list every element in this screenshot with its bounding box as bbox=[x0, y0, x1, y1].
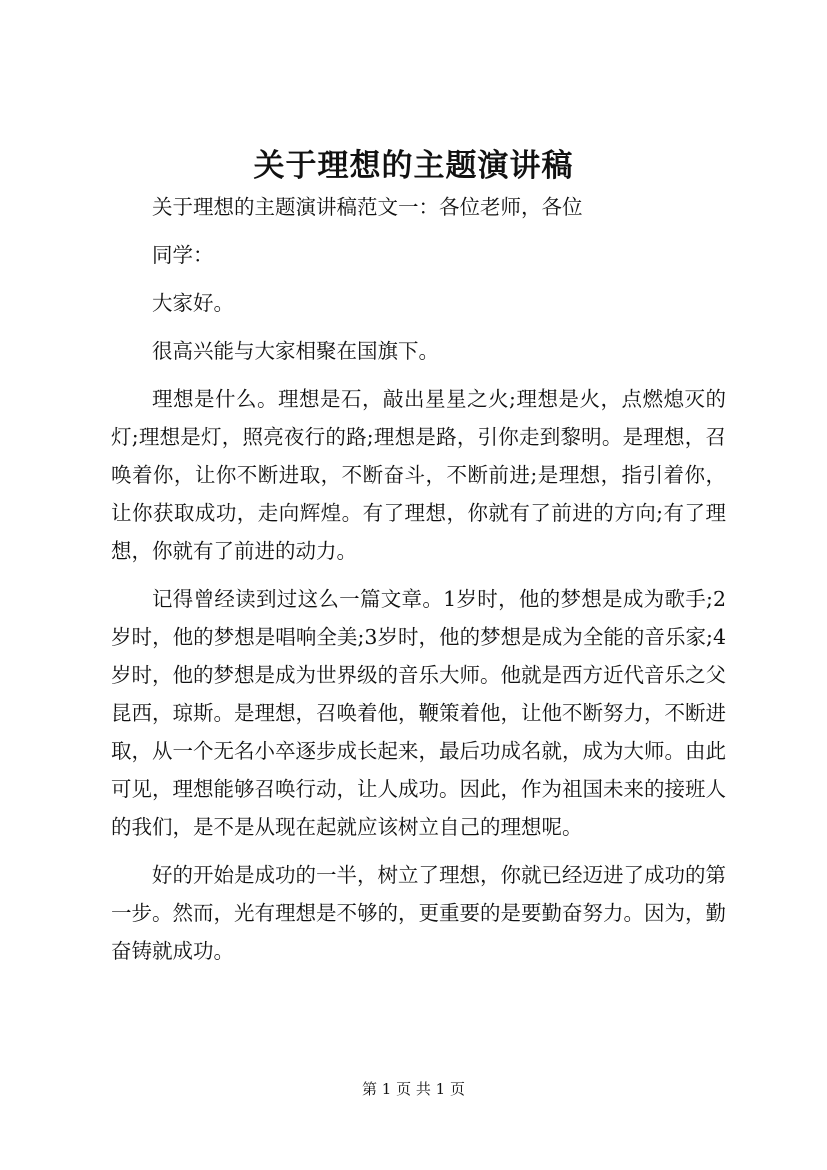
page-footer: 第 1 页 共 1 页 bbox=[362, 1080, 465, 1098]
document-title: 关于理想的主题演讲稿 bbox=[253, 148, 574, 184]
greeting-line: 大家好。 bbox=[152, 291, 234, 315]
paragraph-diligence: 好的开始是成功的一半，树立了理想，你就已经迈进了成功的第一步。然而，光有理想是不够的，更重要的是要勤奋努力。因为，勤奋铸就成功。 bbox=[111, 863, 726, 963]
spacer bbox=[111, 846, 726, 856]
spacer bbox=[111, 226, 726, 236]
intro-line-continued: 同学： bbox=[152, 243, 214, 267]
spacer bbox=[111, 322, 726, 332]
paragraph-quincy-jones: 记得曾经读到过这么一篇文章。1岁时，他的梦想是成为歌手;2岁时，他的梦想是唱响全美;3岁时，他的梦想是成为全能的音乐家;4岁时，他的梦想是成为世界级的音乐大师。他就是西方近代音乐之父昆西，琼斯。是理想，召唤着他，鞭策着他，让他不断努力，不断进取，从一个无名小卒逐步成长起来，最后功成名就，成为大师。由此可见，理想能够召唤行动，让人成功。因此，作为祖国未来的接班人的我们，是不是从现在起就应该树立自己的理想呢。 bbox=[111, 587, 726, 839]
spacer bbox=[111, 370, 726, 380]
paragraph-ideal-definition: 理想是什么。理想是石，敲出星星之火;理想是火，点燃熄灭的灯;理想是灯，照亮夜行的路;理想是路，引你走到黎明。是理想，召唤着你，让你不断进取，不断奋斗，不断前进;是理想，指引着你，让你获取成功，走向辉煌。有了理想，你就有了前进的方向;有了理想，你就有了前进的动力。 bbox=[111, 387, 726, 563]
document-body bbox=[111, 188, 726, 970]
intro-line: 关于理想的主题演讲稿范文一：各位老师，各位 bbox=[152, 195, 583, 219]
spacer bbox=[111, 274, 726, 284]
opening-line: 很高兴能与大家相聚在国旗下。 bbox=[152, 339, 439, 363]
spacer bbox=[111, 570, 726, 580]
